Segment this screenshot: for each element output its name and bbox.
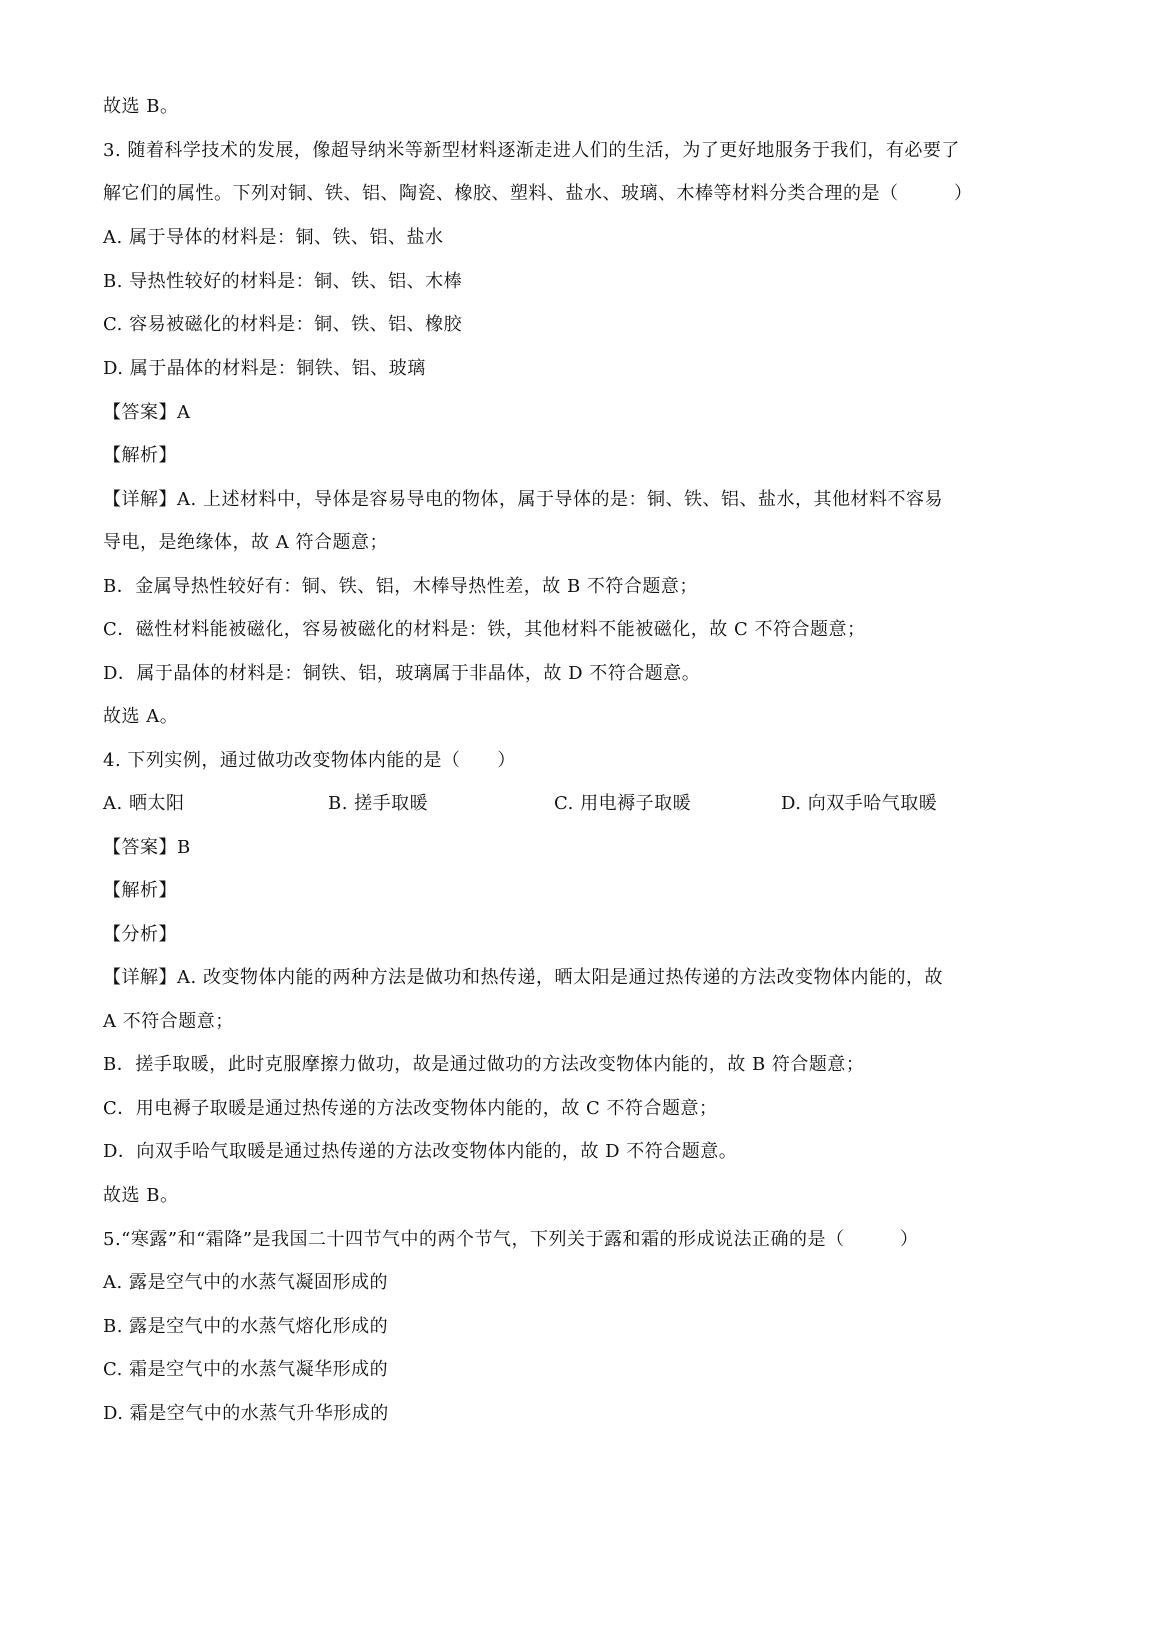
question-3-detail-line-2: 导电，是绝缘体，故 A 符合题意； [103,532,388,553]
question-3-option-a: A. 属于导体的材料是：铜、铁、铝、盐水 [103,227,444,248]
question-4-option-b: B. 搓手取暖 [328,793,429,814]
question-3-option-d: D. 属于晶体的材料是：铜铁、铝、玻璃 [103,358,426,379]
question-3-option-c: C. 容易被磁化的材料是：铜、铁、铝、橡胶 [103,314,463,335]
question-3-detail-c: C．磁性材料能被磁化，容易被磁化的材料是：铁，其他材料不能被磁化，故 C 不符合题意； [103,619,866,640]
question-5-option-c: C. 霜是空气中的水蒸气凝华形成的 [103,1359,389,1380]
question-4-option-c: C. 用电褥子取暖 [554,793,692,814]
question-4-stem: 4. 下列实例，通过做功改变物体内能的是（ ） [103,750,516,771]
question-4-analysis-subheading: 【分析】 [103,924,177,945]
question-3-conclusion: 故选 A。 [103,706,179,727]
question-4-detail-c: C．用电褥子取暖是通过热传递的方法改变物体内能的，故 C 不符合题意； [103,1098,718,1119]
question-5-option-b: B. 露是空气中的水蒸气熔化形成的 [103,1316,389,1337]
question-4-conclusion: 故选 B。 [103,1185,179,1206]
question-3-stem-line-1: 3. 随着科学技术的发展，像超导纳米等新型材料逐渐走进人们的生活，为了更好地服务于我们，有必要了 [103,140,960,161]
question-4-option-a: A. 晒太阳 [103,793,185,814]
question-3-detail-d: D．属于晶体的材料是：铜铁、铝，玻璃属于非晶体，故 D 不符合题意。 [103,663,701,684]
question-3-stem-line-2: 解它们的属性。下列对铜、铁、铝、陶瓷、橡胶、塑料、盐水、玻璃、木棒等材料分类合理的是（ ） [103,183,973,204]
question-3-analysis-heading: 【解析】 [103,445,177,466]
question-4-detail-d: D．向双手哈气取暖是通过热传递的方法改变物体内能的，故 D 不符合题意。 [103,1141,738,1162]
question-4-detail-line-2: A 不符合题意； [103,1011,234,1032]
question-3-detail-line-1: 【详解】A. 上述材料中，导体是容易导电的物体，属于导体的是：铜、铁、铝、盐水，其他材料不容易 [103,489,943,510]
question-4-analysis-heading: 【解析】 [103,880,177,901]
question-5-option-a: A. 露是空气中的水蒸气凝固形成的 [103,1272,388,1293]
question-3-answer: 【答案】A [103,402,191,423]
question-5-stem: 5.“寒露”和“霜降”是我国二十四节气中的两个节气，下列关于露和霜的形成说法正确的是（ ） [103,1229,919,1250]
question-3-option-b: B. 导热性较好的材料是：铜、铁、铝、木棒 [103,271,463,292]
question-3-detail-b: B．金属导热性较好有：铜、铁、铝，木棒导热性差，故 B 不符合题意； [103,576,698,597]
question-4-detail-line-1: 【详解】A. 改变物体内能的两种方法是做功和热传递，晒太阳是通过热传递的方法改变物体内能的，故 [103,967,943,988]
question-5-option-d: D. 霜是空气中的水蒸气升华形成的 [103,1403,389,1424]
question-4-option-d: D. 向双手哈气取暖 [781,793,938,814]
question-4-detail-b: B．搓手取暖，此时克服摩擦力做功，故是通过做功的方法改变物体内能的，故 B 符合题意； [103,1054,865,1075]
answer-line-q2: 故选 B。 [103,96,179,117]
question-4-answer: 【答案】B [103,837,191,858]
